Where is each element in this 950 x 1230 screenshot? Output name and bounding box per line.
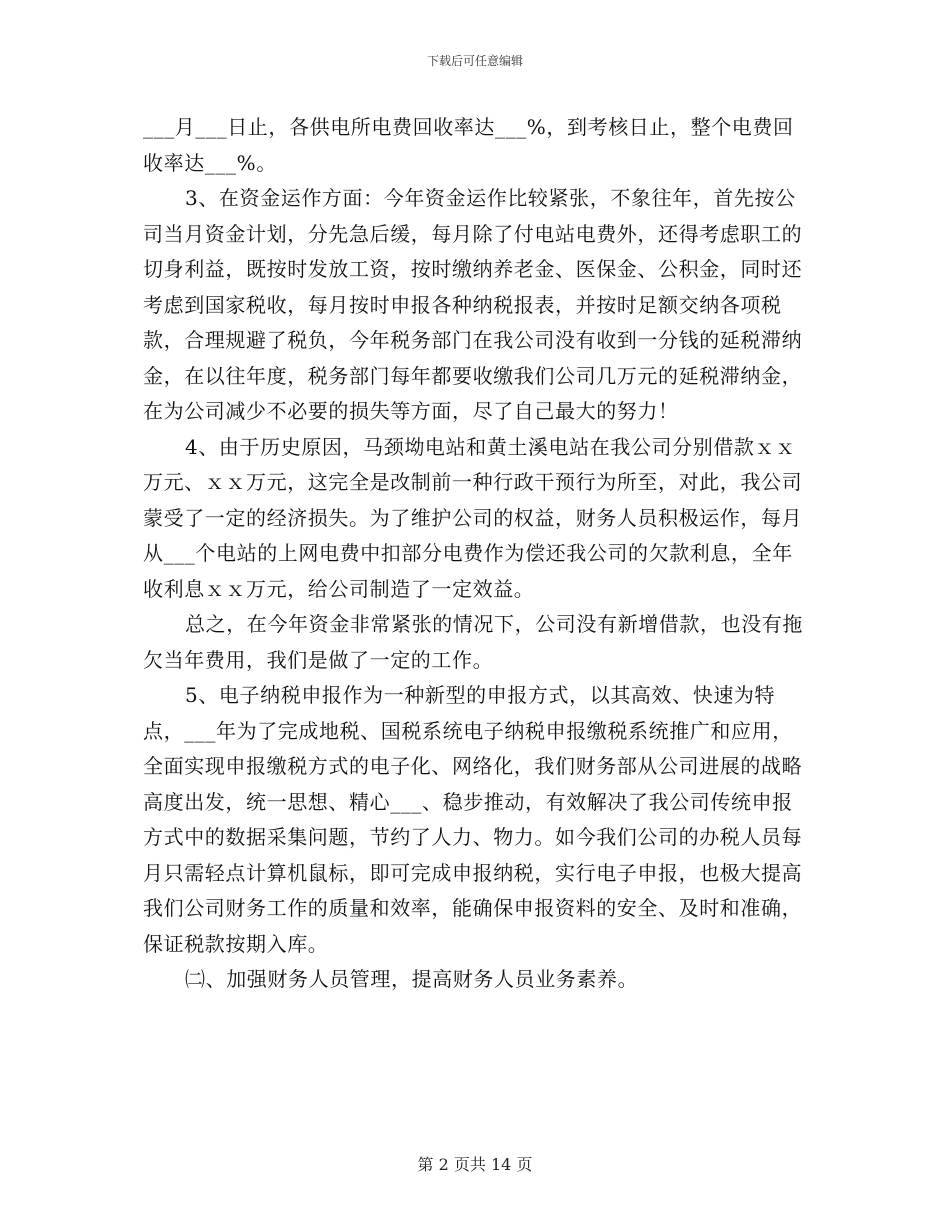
paragraph-e-tax-filing: 5、电子纳税申报作为一种新型的申报方式，以其高效、快速为特点，___年为了完成地税、国税系统电子纳税申报缴税系统推广和应用，全面实现申报缴税方式的电子化、网络化，我们财务部从公司进展的战略高度出发，统一思想、精心___、稳步推动，有效解决了我公司传统申报方式中的数据采集问题，节约了人力、物力。如今我们公司的办税人员每月只需轻点计算机鼠标，即可完成申报纳税，实行电子申报，也极大提高我们公司财务工作的质量和效率，能确保申报资料的安全、及时和准确，保证税款按期入库。 (143, 683, 803, 956)
paragraph-summary: 总之，在今年资金非常紧张的情况下，公司没有新增借款，也没有拖欠当年费用，我们是做了一定的工作。 (143, 612, 803, 672)
paragraph-funds-operation: 3、在资金运作方面：今年资金运作比较紧张，不象往年，首先按公司当月资金计划，分先急后缓，每月除了付电站电费外，还得考虑职工的切身利益，既按时发放工资，按时缴纳养老金、医保金、公积金，同时还考虑到国家税收，每月按时申报各种纳税报表，并按时足额交纳各项税款，合理规避了税负，今年税务部门在我公司没有收到一分钱的延税滞纳金，在以往年度，税务部门每年都要收缴我们公司几万元的延税滞纳金，在为公司减少不必要的损失等方面，尽了自己最大的努力！ (143, 186, 803, 423)
page-header: 下载后可任意编辑 (426, 54, 523, 68)
paragraph-historical-loans: 4、由于历史原因，马颈坳电站和黄土溪电站在我公司分别借款ｘｘ万元、ｘｘ万元，这完全是改制前一种行政干预行为所至，对此，我公司蒙受了一定的经济损失。为了维护公司的权益，财务人员积极运作，每月从___个电站的上网电费中扣部分电费作为偿还我公司的欠款利息，全年收利息ｘｘ万元，给公司制造了一定效益。 (143, 434, 803, 601)
document-body (143, 110, 813, 998)
paragraph-continuation: ___月___日止，各供电所电费回收率达___%，到考核日止，整个电费回收率达___%。 (143, 115, 794, 175)
page-number: 第 2 页共 14 页 (417, 1155, 533, 1174)
section-heading-staff-management: ㈡、加强财务人员管理，提高财务人员业务素养。 (185, 967, 639, 991)
